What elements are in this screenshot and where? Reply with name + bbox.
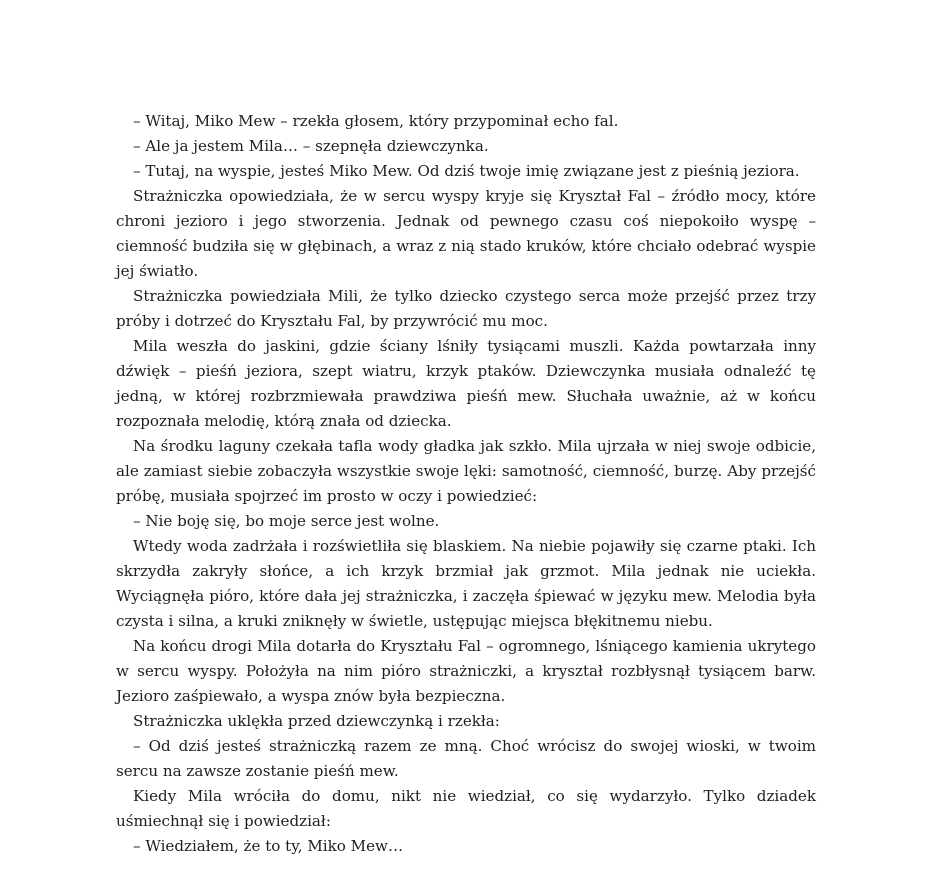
paragraph: Wtedy woda zadrżała i rozświetliła się blaskiem. Na niebie pojawiły się czarne ptaki. Ich skrzydła zakryły słońce, a ich krzyk brzmiał jak grzmot. Mila jednak nie uciekła. Wyciągnęła pióro, które dała jej strażniczka, i zaczęła śpiewać w języku mew. Melodia była czysta i silna, a kruki zniknęły w świetle, ustępując miejsca błękitnemu niebu.: [116, 537, 816, 630]
paragraph: Strażniczka opowiedziała, że w sercu wyspy kryje się Kryształ Fal – źródło mocy, które chroni jezioro i jego stworzenia. Jednak od pewnego czasu coś niepokoiło wyspę – ciemność budziła się w głębinach, a wraz z nią stado kruków, które chciało odebrać wyspie jej światło.: [116, 187, 816, 280]
paragraph: Na środku laguny czekała tafla wody gładka jak szkło. Mila ujrzała w niej swoje odbicie, ale zamiast siebie zobaczyła wszystkie swoje lęki: samotność, ciemność, burzę. Aby przejść próbę, musiała spojrzeć im prosto w oczy i powiedzieć:: [116, 437, 816, 505]
paragraph: – Witaj, Miko Mew – rzekła głosem, który przypominał echo fal.: [133, 112, 619, 130]
paragraph: – Nie boję się, bo moje serce jest wolne.: [133, 512, 440, 530]
paragraph: – Wiedziałem, że to ty, Miko Mew…: [133, 837, 404, 855]
story-text: [116, 109, 816, 859]
paragraph: – Ale ja jestem Mila… – szepnęła dziewczynka.: [133, 137, 489, 155]
paragraph: Strażniczka uklękła przed dziewczynką i rzekła:: [133, 712, 500, 730]
paragraph: – Tutaj, na wyspie, jesteś Miko Mew. Od dziś twoje imię związane jest z pieśnią jeziora.: [133, 162, 800, 180]
paragraph: Na końcu drogi Mila dotarła do Kryształu Fal – ogromnego, lśniącego kamienia ukrytego w sercu wyspy. Położyła na nim pióro strażniczki, a kryształ rozbłysnął tysiącem barw. Jezioro zaśpiewało, a wyspa znów była bezpieczna.: [116, 637, 816, 705]
paragraph: Kiedy Mila wróciła do domu, nikt nie wiedział, co się wydarzyło. Tylko dziadek uśmiechnął się i powiedział:: [116, 787, 816, 830]
paragraph: Mila weszła do jaskini, gdzie ściany lśniły tysiącami muszli. Każda powtarzała inny dźwięk – pieśń jeziora, szept wiatru, krzyk ptaków. Dziewczynka musiała odnaleźć tę jedną, w której rozbrzmiewała prawdziwa pieśń mew. Słuchała uważnie, aż w końcu rozpoznała melodię, którą znała od dziecka.: [116, 337, 816, 430]
paragraph: – Od dziś jesteś strażniczką razem ze mną. Choć wrócisz do swojej wioski, w twoim sercu na zawsze zostanie pieśń mew.: [116, 737, 816, 780]
paragraph: Strażniczka powiedziała Mili, że tylko dziecko czystego serca może przejść przez trzy próby i dotrzeć do Kryształu Fal, by przywrócić mu moc.: [116, 287, 816, 330]
